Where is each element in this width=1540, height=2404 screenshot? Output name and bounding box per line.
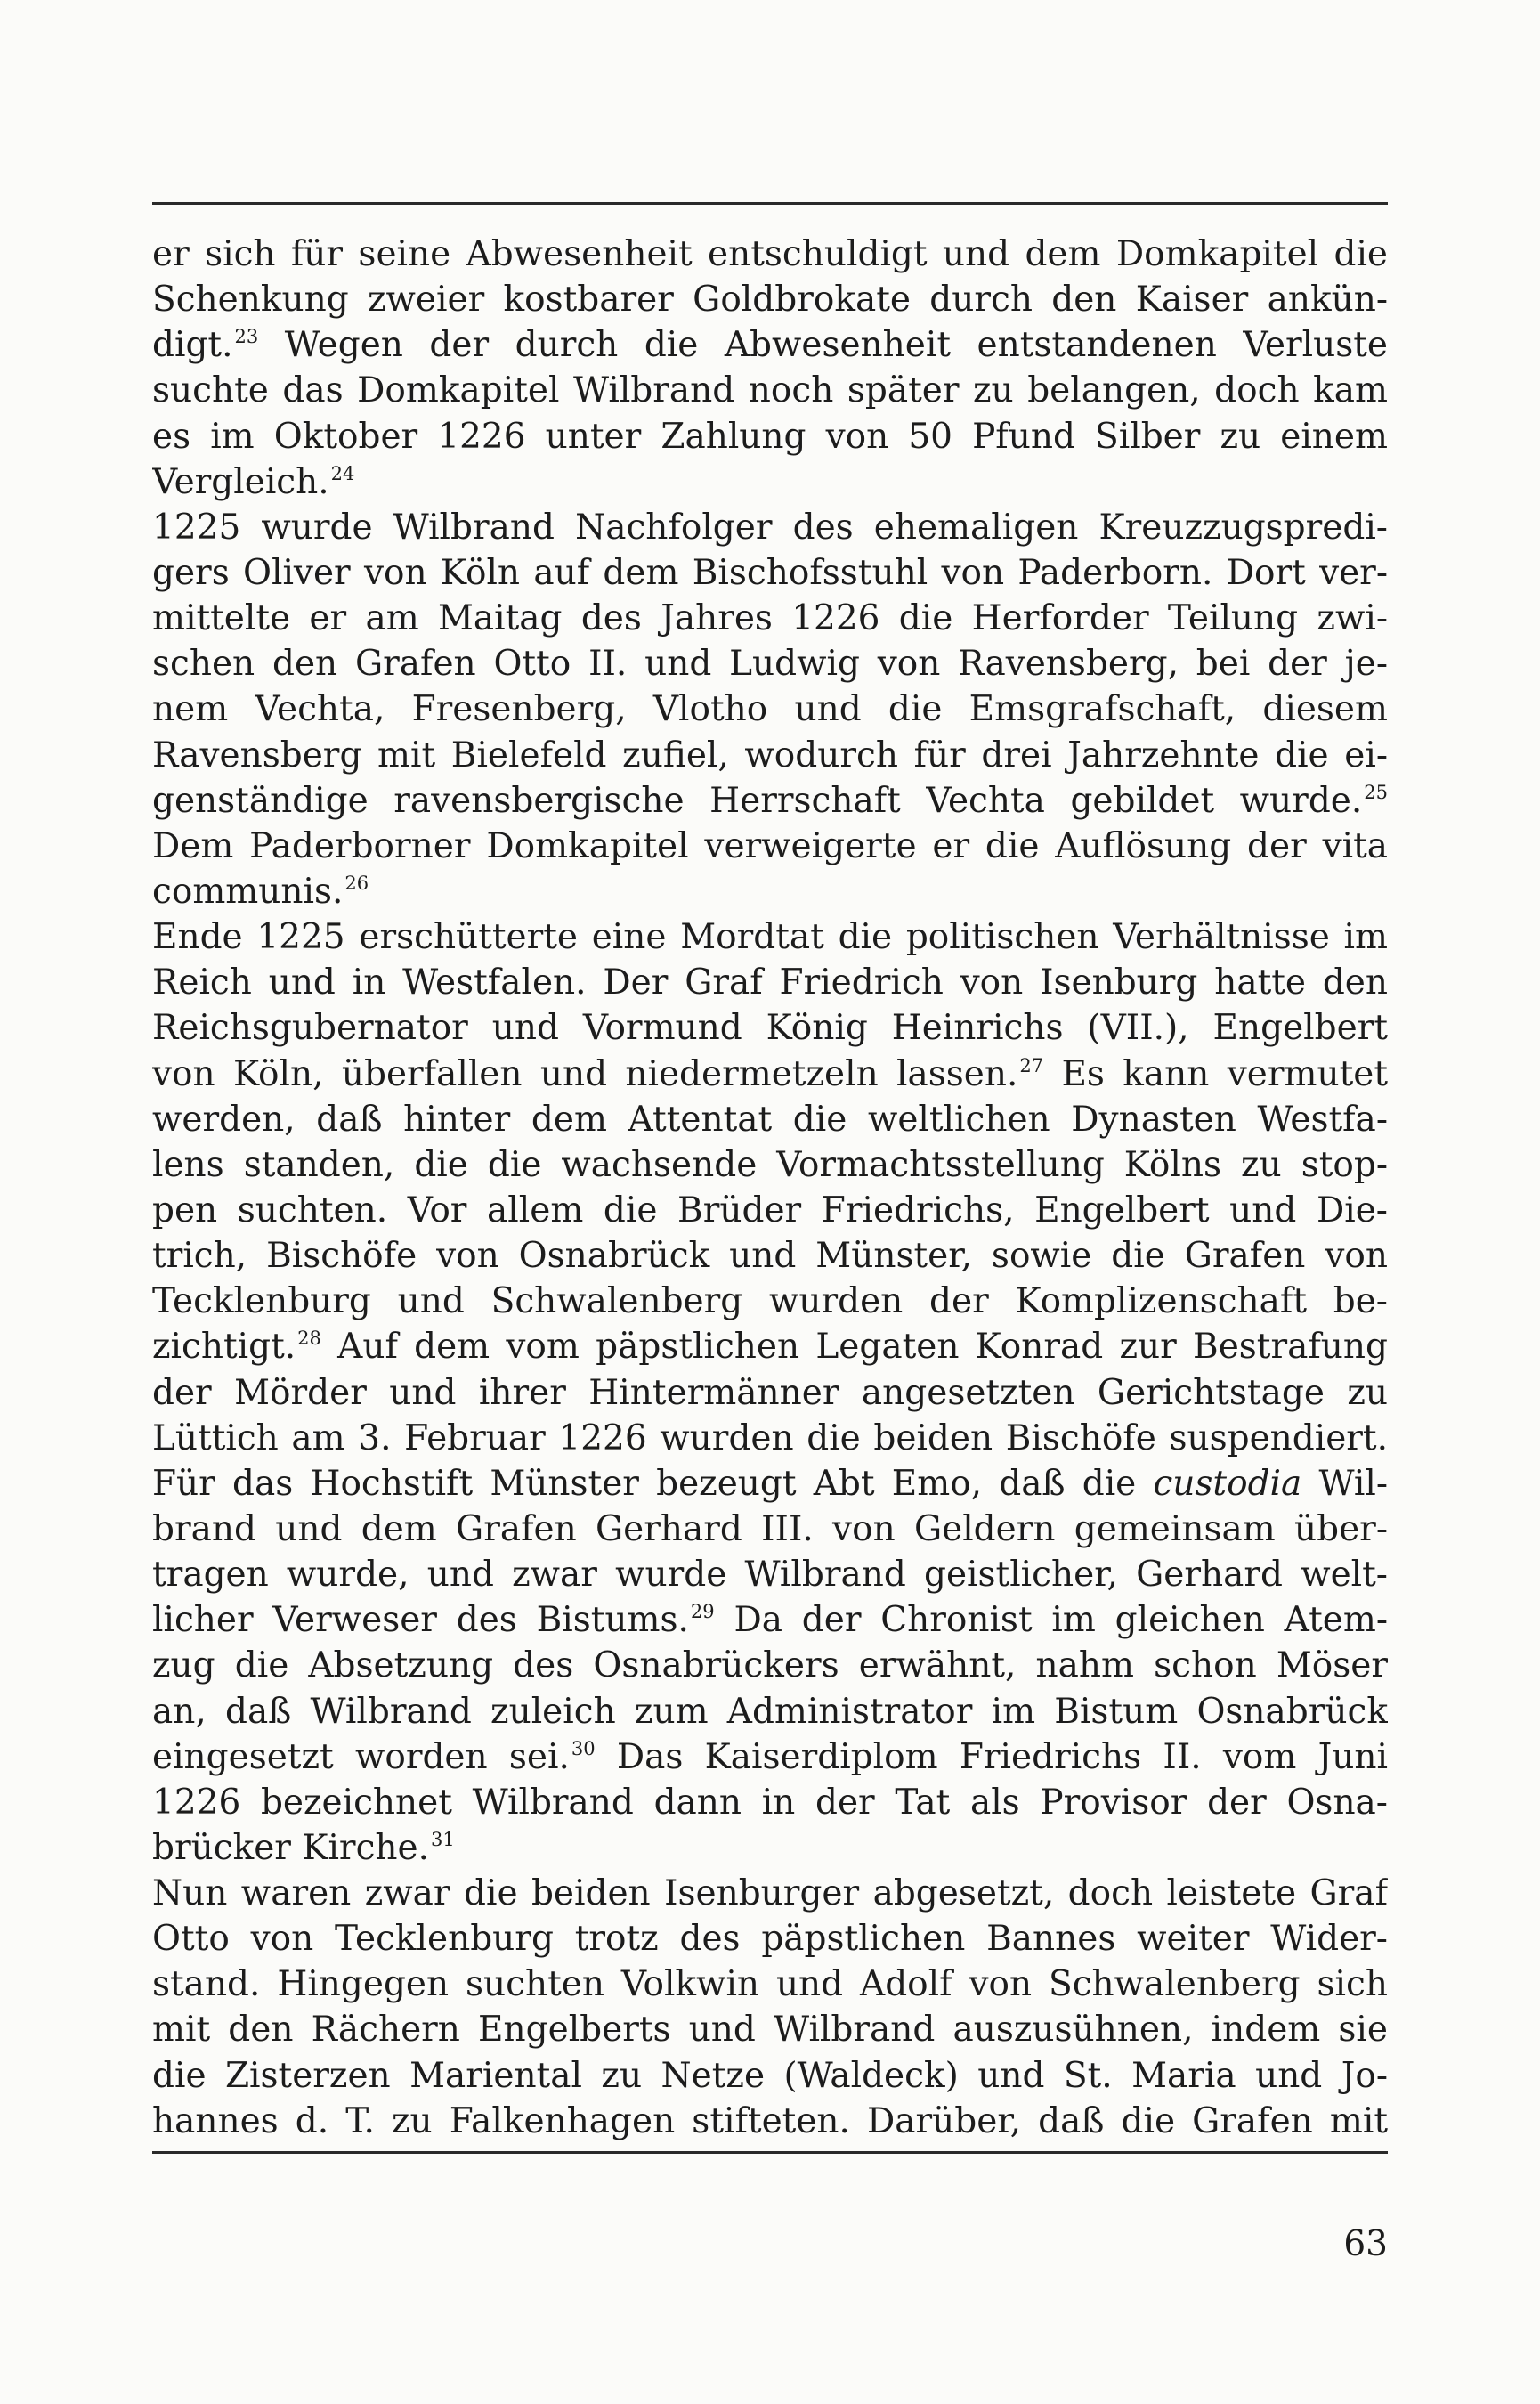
text-line <box>152 778 1388 824</box>
text-run: communis. <box>152 871 344 912</box>
text-run: Tecklenburg und Schwalenberg wurden der Komplizenschaft be- <box>152 1281 1388 1322</box>
text-run: 1225 wurde Wilbrand Nachfolger des ehemaligen Kreuzzugspredi- <box>152 507 1388 548</box>
text-run: genständige ravensbergische Herrschaft Vechta gebildet wurde. <box>152 780 1363 821</box>
text-line <box>152 869 1388 914</box>
footnote-marker[interactable]: 28 <box>297 1328 321 1350</box>
text-line <box>152 505 1388 550</box>
text-line <box>152 596 1388 641</box>
text-run: Ende 1225 erschütterte eine Mordtat die politischen Verhältnisse im <box>152 917 1388 958</box>
text-line <box>152 686 1388 732</box>
text-run: licher Verweser des Bistums. <box>152 1600 689 1641</box>
text-run: Wegen der durch die Abwesenheit entstandenen Verluste <box>258 325 1388 366</box>
text-line <box>152 1825 1388 1871</box>
text-run: Dem Paderborner Domkapitel verweigerte er die Auflösung der vita <box>152 825 1388 866</box>
text-run: tragen wurde, und zwar wurde Wilbrand geistlicher, Gerhard welt- <box>152 1555 1388 1596</box>
text-run: er sich für seine Abwesenheit entschuldigt und dem Domkapitel die <box>152 234 1388 274</box>
text-run: eingesetzt worden sei. <box>152 1736 570 1777</box>
text-run: Auf dem vom päpstlichen Legaten Konrad zur Bestrafung <box>320 1327 1388 1368</box>
text-run: pen suchten. Vor allem die Brüder Friedrichs, Engelbert und Die- <box>152 1190 1388 1230</box>
text-run: trich, Bischöfe von Osnabrück und Münster, sowie die Grafen von <box>152 1236 1388 1277</box>
text-run: zichtigt. <box>152 1327 296 1368</box>
text-line <box>152 1188 1388 1233</box>
text-run: zug die Absetzung des Osnabrückers erwähnt, nahm schon Möser <box>152 1645 1388 1686</box>
footnote-marker[interactable]: 30 <box>571 1737 596 1759</box>
footnote-marker[interactable]: 24 <box>330 462 355 484</box>
text-line <box>152 1142 1388 1188</box>
text-run: werden, daß hinter dem Attentat die weltlichen Dynasten Westfa- <box>152 1099 1388 1140</box>
text-line <box>152 1052 1388 1097</box>
text-line <box>152 733 1388 778</box>
text-run: Für das Hochstift Münster bezeugt Abt Emo, daß die <box>152 1463 1154 1504</box>
text-line <box>152 1871 1388 1916</box>
text-run: hannes d. T. zu Falkenhagen stifteten. Darüber, daß die Grafen mit <box>152 2100 1388 2141</box>
text-line <box>152 914 1388 960</box>
text-run: Vergleich. <box>152 461 329 502</box>
text-run: Reichsgubernator und Vormund König Heinrichs (VII.), Engelbert <box>152 1008 1388 1049</box>
page-number: 63 <box>1343 2224 1388 2264</box>
text-line <box>152 2007 1388 2052</box>
text-run: Schenkung zweier kostbarer Goldbrokate durch den Kaiser ankün- <box>152 280 1388 321</box>
text-run: Da der Chronist im gleichen Atem- <box>714 1600 1388 1641</box>
text-line <box>152 277 1388 322</box>
text-line <box>152 1734 1388 1780</box>
italic-term: custodia <box>1153 1463 1302 1504</box>
text-line <box>152 1097 1388 1142</box>
footnote-marker[interactable]: 29 <box>690 1601 715 1623</box>
text-run: digt. <box>152 325 233 366</box>
text-line <box>152 1507 1388 1552</box>
footnote-marker[interactable]: 26 <box>344 872 369 894</box>
text-line <box>152 641 1388 686</box>
text-line <box>152 2099 1388 2144</box>
text-run: Ravensberg mit Bielefeld zufiel, wodurch für drei Jahrzehnte die ei- <box>152 735 1388 776</box>
text-line <box>152 1689 1388 1734</box>
header-rule <box>152 202 1388 205</box>
text-run: 1226 bezeichnet Wilbrand dann in der Tat als Provisor der Osna- <box>152 1782 1388 1823</box>
text-line <box>152 1961 1388 2007</box>
text-run: Otto von Tecklenburg trotz des päpstlichen Bannes weiter Wider- <box>152 1919 1388 1960</box>
text-line <box>152 1597 1388 1643</box>
text-line <box>152 231 1388 277</box>
text-line <box>152 824 1388 869</box>
text-line <box>152 2053 1388 2099</box>
text-line <box>152 1916 1388 1961</box>
text-line <box>152 459 1388 505</box>
text-run: mittelte er am Maitag des Jahres 1226 die Herforder Teilung zwi- <box>152 598 1388 639</box>
text-run: Das Kaiserdiplom Friedrichs II. vom Juni <box>595 1736 1388 1777</box>
text-run: an, daß Wilbrand zuleich zum Administrator im Bistum Osnabrück <box>152 1691 1388 1732</box>
text-line <box>152 368 1388 413</box>
text-run: es im Oktober 1226 unter Zahlung von 50 Pfund Silber zu einem <box>152 416 1388 457</box>
text-line <box>152 960 1388 1005</box>
footnote-marker[interactable]: 31 <box>431 1828 455 1850</box>
text-run: brand und dem Grafen Gerhard III. von Geldern gemeinsam über- <box>152 1508 1388 1549</box>
footer-rule <box>152 2151 1388 2154</box>
text-run: nem Vechta, Fresenberg, Vlotho und die Emsgrafschaft, diesem <box>152 689 1388 730</box>
text-line <box>152 1416 1388 1461</box>
text-run: schen den Grafen Otto II. und Ludwig von Ravensberg, bei der je- <box>152 644 1388 685</box>
text-run: gers Oliver von Köln auf dem Bischofsstuhl von Paderborn. Dort ver- <box>152 552 1388 593</box>
footnote-marker[interactable]: 23 <box>234 326 259 348</box>
text-line <box>152 1461 1388 1507</box>
text-line <box>152 550 1388 596</box>
text-line <box>152 1233 1388 1279</box>
text-run: Reich und in Westfalen. Der Graf Friedrich von Isenburg hatte den <box>152 962 1388 1003</box>
text-run: Nun waren zwar die beiden Isenburger abgesetzt, doch leistete Graf <box>152 1873 1388 1914</box>
text-line <box>152 414 1388 459</box>
text-line <box>152 1552 1388 1597</box>
text-run: stand. Hingegen suchten Volkwin und Adolf von Schwalenberg sich <box>152 1964 1388 2005</box>
footnote-marker[interactable]: 25 <box>1364 781 1388 803</box>
text-line <box>152 1370 1388 1416</box>
text-line <box>152 322 1388 368</box>
text-run: die Zisterzen Mariental zu Netze (Waldeck) und St. Maria und Jo- <box>152 2055 1388 2096</box>
text-run: Wil- <box>1301 1463 1388 1504</box>
text-run: von Köln, überfallen und niedermetzeln lassen. <box>152 1053 1018 1094</box>
text-run: Es kann vermutet <box>1043 1053 1388 1094</box>
text-run: Lüttich am 3. Februar 1226 wurden die beiden Bischöfe suspendiert. <box>152 1417 1388 1458</box>
body-text <box>152 231 1388 2144</box>
text-run: suchte das Domkapitel Wilbrand noch später zu belangen, doch kam <box>152 370 1388 411</box>
text-line <box>152 1780 1388 1825</box>
text-run: der Mörder und ihrer Hintermänner angesetzten Gerichtstage zu <box>152 1372 1388 1413</box>
text-run: brücker Kirche. <box>152 1827 430 1868</box>
footnote-marker[interactable]: 27 <box>1019 1054 1044 1076</box>
text-line <box>152 1324 1388 1369</box>
text-run: mit den Rächern Engelberts und Wilbrand auszusühnen, indem sie <box>152 2010 1388 2051</box>
text-line <box>152 1279 1388 1324</box>
text-run: lens standen, die die wachsende Vormachtsstellung Kölns zu stop- <box>152 1144 1388 1185</box>
text-line <box>152 1005 1388 1051</box>
text-line <box>152 1643 1388 1688</box>
